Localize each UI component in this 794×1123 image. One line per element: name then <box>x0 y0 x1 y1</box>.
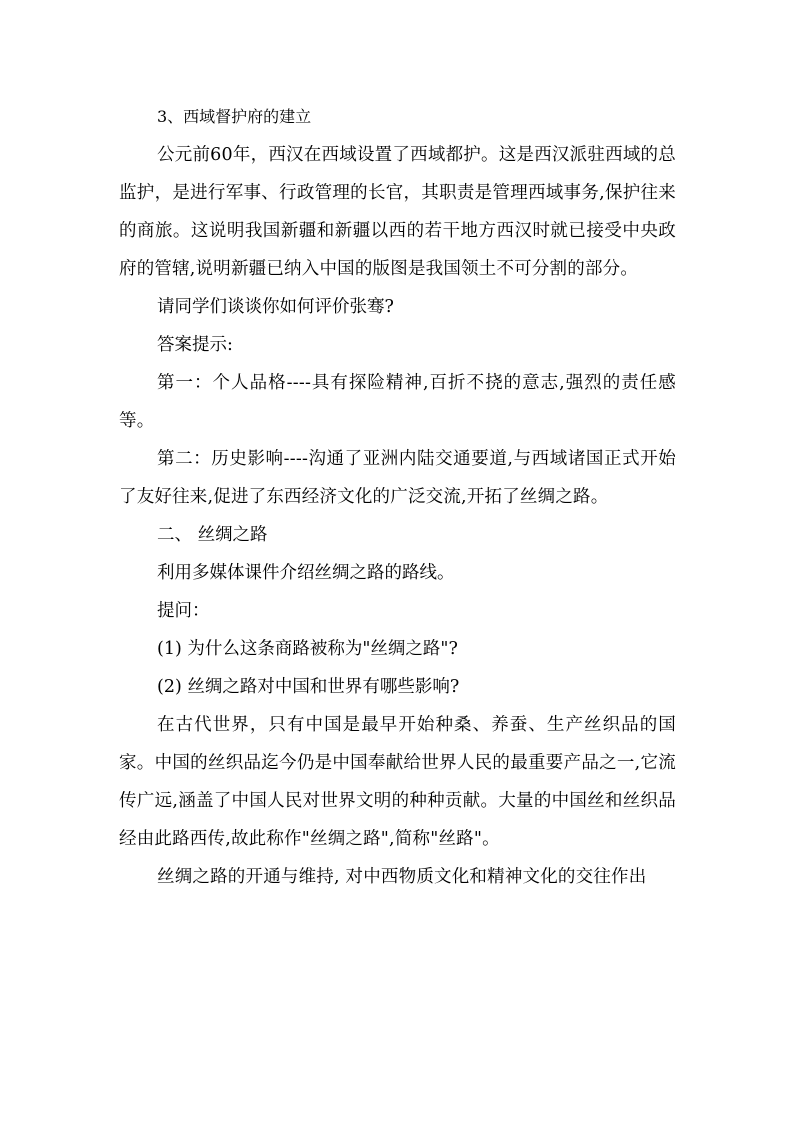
ask-question-2: (2) 丝绸之路对中国和世界有哪些影响? <box>157 677 460 697</box>
paragraph-silk-road-impact: 丝绸之路的开通与维持, 对中西物质文化和精神文化的交往作出 <box>157 867 647 887</box>
ask-label: 提问： <box>157 601 210 621</box>
intro-line: 利用多媒体课件介绍丝绸之路的路线。 <box>157 563 455 583</box>
paragraph-silk-origin: 在古代世界，只有中国是最早开始种桑、养蚕、生产丝织品的国家。中国的丝织品迄今仍是中国奉献给世界人民的最重要产品之一,它流传广远,涵盖了中国人民对世界文明的种种贡献。大量的中国丝和丝织品经由此路西传,故此称作"丝绸之路",简称"丝路"。 <box>119 715 676 849</box>
document-page <box>119 98 676 896</box>
paragraph-western-regions: 公元前60年，西汉在西域设置了西域都护。这是西汉派驻西域的总监护，是进行军事、行政管理的长官，其职责是管理西域事务,保护往来的商旅。这说明我国新疆和新疆以西的若干地方西汉时就已接受中央政府的管辖,说明新疆已纳入中国的版图是我国领土不可分割的部分。 <box>119 145 676 279</box>
answer-hint-label: 答案提示: <box>157 335 233 355</box>
section-2-title: 二、 丝绸之路 <box>157 525 268 545</box>
question-zhang-qian: 请同学们谈谈你如何评价张骞? <box>157 297 394 317</box>
answer-point-2: 第二：历史影响----沟通了亚洲内陆交通要道,与西域诸国正式开始了友好往来,促进了东西经济文化的广泛交流,开拓了丝绸之路。 <box>119 449 676 507</box>
ask-question-1: (1) 为什么这条商路被称为"丝绸之路"? <box>157 639 458 659</box>
section-3-title: 3、西域督护府的建立 <box>157 107 312 126</box>
answer-point-1: 第一：个人品格----具有探险精神,百折不挠的意志,强烈的责任感等。 <box>119 373 676 431</box>
